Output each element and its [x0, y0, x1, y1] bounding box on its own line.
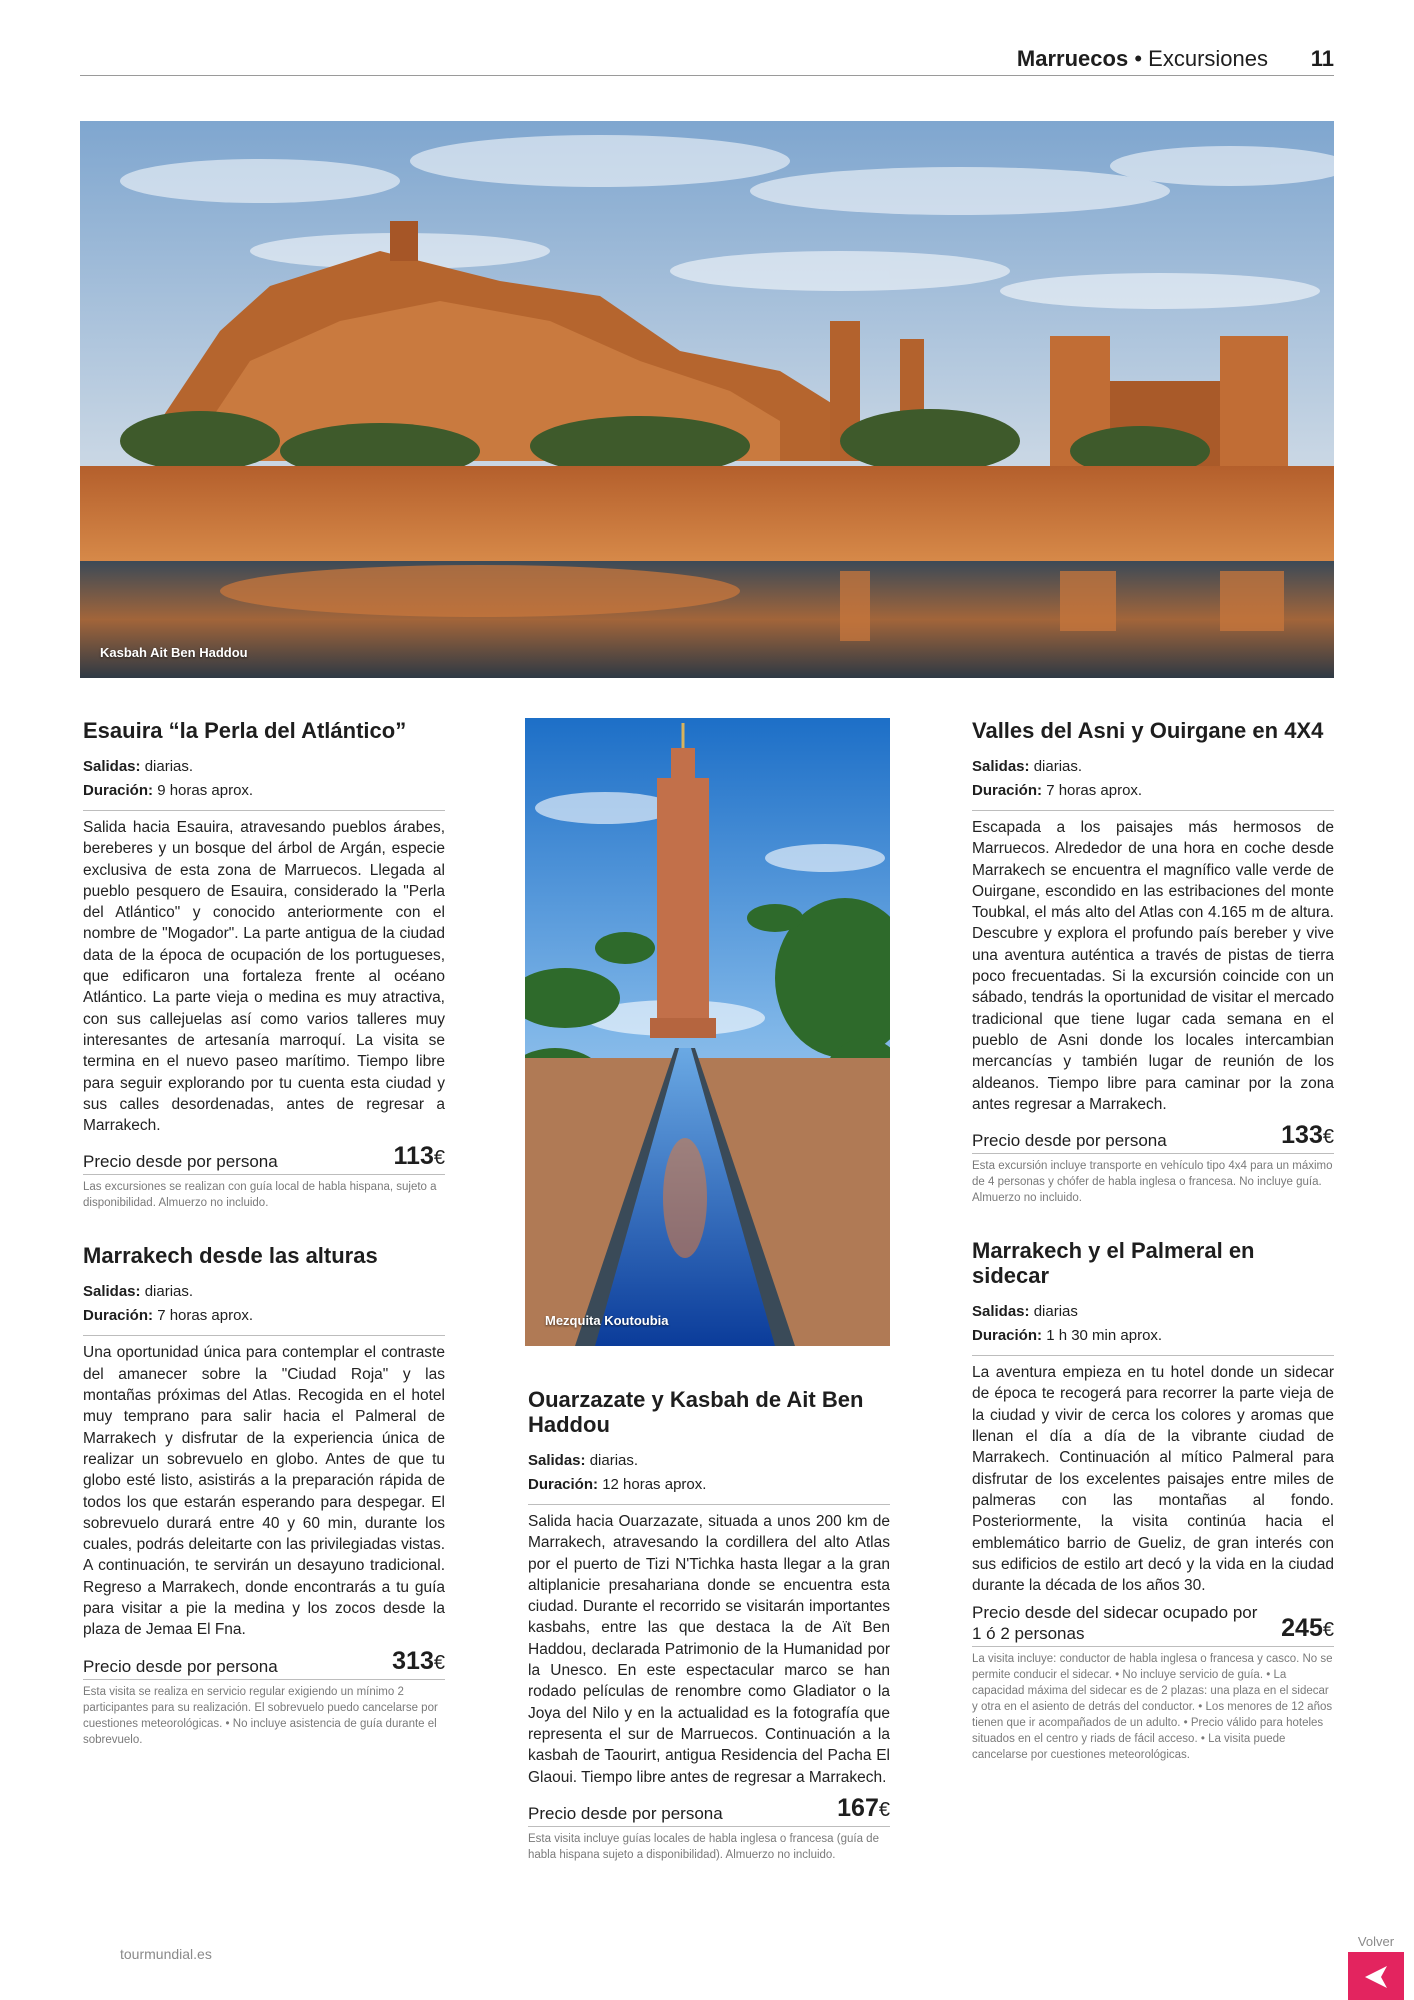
price-value — [392, 1647, 445, 1677]
duration-label: Duración: — [528, 1476, 599, 1493]
price-amount: 167 — [837, 1793, 879, 1822]
duration-value: 7 horas aprox. — [1046, 782, 1143, 799]
departures-label: Salidas: — [83, 1283, 141, 1301]
price-row — [972, 1121, 1334, 1154]
price-amount: 113 — [393, 1142, 434, 1171]
duration-line — [83, 1304, 445, 1328]
section-separator: • — [1134, 46, 1143, 71]
price-value — [1281, 1121, 1334, 1151]
price-row — [972, 1602, 1334, 1647]
excursion-ouarzazate — [528, 1387, 890, 1863]
kasbah-photo-caption: Kasbah Ait Ben Haddou — [100, 645, 248, 660]
departures-line — [528, 1449, 890, 1473]
price-currency: € — [433, 1147, 445, 1170]
kasbah-photo — [80, 121, 1334, 678]
excursion-esauira — [83, 718, 445, 1211]
excursion-title: Esauira “la Perla del Atlántico” — [83, 718, 407, 743]
left-column — [83, 718, 445, 1780]
duration-value: 9 horas aprox. — [157, 782, 254, 799]
departures-line — [972, 755, 1334, 779]
departures-line — [972, 1300, 1334, 1324]
footer-brand: tourmundial.es — [120, 1946, 212, 1962]
duration-line — [972, 779, 1334, 803]
price-value — [837, 1794, 890, 1824]
price-row — [528, 1794, 890, 1827]
duration-value: 12 horas aprox. — [602, 1476, 707, 1493]
departures-value: diarias — [1033, 1303, 1078, 1321]
duration-line — [83, 779, 445, 803]
middle-column — [528, 1387, 890, 1895]
price-amount: 133 — [1281, 1121, 1323, 1150]
section-title — [1017, 46, 1268, 72]
divider — [528, 1504, 890, 1505]
excursion-title: Ouarzazate y Kasbah de Ait Ben Haddou — [528, 1387, 864, 1437]
excursion-note: Las excursiones se realizan con guía local de habla hispana, sujeto a disponibilidad. Almuerzo no incluido. — [83, 1181, 437, 1210]
excursion-description: Escapada a los paisajes más hermosos de Marruecos. Alrededor de una hora en coche desde Marrakech se encuentra el magnífico valle verde de Ouirgane, escondido en las estribaciones del monte Toubkal, el más alto del Atlas con 4.165 m de altura. Descubre y explora el profundo país bereber y vive una aventura auténtica a través de pistas de tierra poco frecuentadas. Si la excursión coincide con un sábado, tendrás la oportunidad de visitar el mercado tradicional que tiene lugar cada semana en el pueblo de Asni donde los locales intercambian mercancías y también lugar de reunión de los aldeanos. Tiempo libre para caminar por la zona antes regresar a Marrakech. — [972, 819, 1334, 1113]
excursion-description: Salida hacia Esauira, atravesando pueblos árabes, bereberes y un bosque del árbol de Argán, especie exclusiva de esta zona de Marruecos. Llegada al pueblo pesquero de Esauira, considerado la "Perla del Atlántico" y conocido anteriormente con el nombre de "Mogador". La parte antigua de la ciudad data de la época de ocupación de los portugueses, que edificaron una fortaleza frente al océano Atlántico. La parte vieja o medina es muy atractiva, con sus callejuelas así como varios talleres muy interesantes de artesanía marroquí. La visita se termina en el nuevo paseo marítimo. Tiempo libre para seguir explorando por tu cuenta esta ciudad y sus calles desordenadas, antes de regresar a Marrakech. — [83, 819, 445, 1135]
departures-line — [83, 1280, 445, 1304]
excursion-title: Marrakech desde las alturas — [83, 1243, 378, 1269]
price-label: Precio desde por persona — [83, 1656, 278, 1676]
page-header — [80, 44, 1334, 76]
price-currency: € — [433, 1651, 445, 1674]
koutoubia-photo-caption: Mezquita Koutoubia — [545, 1313, 669, 1328]
divider — [972, 810, 1334, 811]
price-amount: 245 — [1281, 1614, 1323, 1643]
excursion-asni — [972, 718, 1334, 1206]
price-currency: € — [878, 1798, 890, 1821]
duration-line — [972, 1324, 1334, 1348]
departures-value: diarias. — [1033, 758, 1083, 775]
departures-line — [83, 755, 445, 779]
divider — [972, 1355, 1334, 1356]
excursion-description: Salida hacia Ouarzazate, situada a unos 200 km de Marrakech, atravesando la cordillera del alto Atlas por el puerto de Tizi N'Tichka hasta llegar a la gran altiplanicie presahariana donde se encuentra esta ciudad. Durante el recorrido se visitarán importantes kasbahs, entre las que destaca la de Aït Ben Haddou, declarada Patrimonio de la Humanidad por la Unesco. En este espectacular marco se han rodado películas de renombre como Gladiator o la Joya del Nilo y en la actualidad es la fotografía que representa el sur de Marruecos. Continuación a la kasbah de Taourirt, antigua Residencia del Pacha El Glaoui. Tiempo libre antes de regresar a Marrakech. — [528, 1513, 890, 1786]
excursion-title: Valles del Asni y Ouirgane en 4X4 — [972, 718, 1324, 743]
excursion-description: Una oportunidad única para contemplar el contraste del amanecer sobre la "Ciudad Roja" y las montañas próximas del Atlas. Recogida en el hotel muy temprano para salir hacia el Palmeral de Marrakech y disfrutar de la experiencia única de realizar un sobrevuelo en globo. Antes de que tu globo esté listo, asistirás a la preparación rápida de todos los que estarán esperando para despegar. El sobrevuelo durará entre 40 y 60 min, durante los cuales, podrás deleitarte con las privilegiadas vistas. A continuación, te servirán un desayuno tradicional. Regreso a Marrakech, donde encontrarás a tu guía para visitar a pie la medina y los zocos desde la plaza de Jemaa El Fna. — [83, 1344, 445, 1639]
price-label: Precio desde por persona — [972, 1131, 1167, 1151]
excursion-title: Marrakech y el Palmeral en sidecar — [972, 1238, 1255, 1289]
back-button-box[interactable] — [1348, 1952, 1404, 2000]
price-amount: 313 — [392, 1646, 434, 1675]
excursion-note: Esta excursión incluye transporte en vehículo tipo 4x4 para un máximo de 4 personas y chófer de habla inglesa o francesa. No incluye guía. Almuerzo no incluido. — [972, 1160, 1333, 1205]
duration-label: Duración: — [83, 782, 154, 799]
duration-value: 1 h 30 min aprox. — [1046, 1327, 1163, 1345]
page-number: 11 — [1310, 46, 1334, 71]
duration-label: Duración: — [972, 1327, 1043, 1345]
departures-label: Salidas: — [972, 1303, 1030, 1321]
price-label: Precio desde por persona — [83, 1152, 278, 1172]
price-label: Precio desde del sidecar ocupado por 1 ó 2 personas — [972, 1603, 1258, 1644]
right-column — [972, 718, 1334, 1795]
divider — [83, 1335, 445, 1336]
excursion-sidecar — [972, 1238, 1334, 1763]
departures-label: Salidas: — [528, 1452, 586, 1469]
excursion-note: Esta visita se realiza en servicio regular exigiendo un mínimo 2 participantes para su realización. El sobrevuelo puedo cancelarse por cuestiones meteorológicas. • No incluye asistencia de guía durante el sobrevuelo. — [83, 1685, 438, 1746]
excursion-alturas — [83, 1243, 445, 1747]
section-name: Marruecos — [1016, 46, 1129, 71]
duration-line — [528, 1473, 890, 1497]
arrow-left-icon[interactable] — [1363, 1964, 1389, 1990]
departures-label: Salidas: — [972, 758, 1030, 775]
departures-value: diarias. — [144, 1283, 194, 1301]
excursion-description: La aventura empieza en tu hotel donde un sidecar de época te recogerá para recorrer la parte vieja de la ciudad y vivir de cerca los colores y aromas que llenan el día a día de la vibrante ciudad de Marrakech. Continuación al mítico Palmeral para disfrutar de los excelentes paisajes entre miles de palmeras con las montañas al fondo. Posteriormente, la visita continúa hacia el emblemático barrio de Gueliz, de gran interés con sus edificios de estilo art decó y la vida en la ciudad durante la década de los años 30. — [972, 1364, 1334, 1595]
price-currency: € — [1322, 1619, 1334, 1642]
duration-label: Duración: — [83, 1307, 154, 1325]
koutoubia-photo — [525, 718, 890, 1346]
price-row — [83, 1647, 445, 1680]
back-button[interactable] — [1348, 1934, 1404, 2000]
excursion-note: Esta visita incluye guías locales de habla inglesa o francesa (guía de habla hispana sujeto a disponibilidad). Almuerzo no incluido. — [528, 1832, 879, 1861]
price-label: Precio desde por persona — [528, 1803, 723, 1823]
divider — [83, 810, 445, 811]
price-value — [1281, 1614, 1334, 1644]
excursion-note: La visita incluye: conductor de habla inglesa o francesa y casco. No se permite conducir el sidecar. • No incluye servicio de guía. • La capacidad máxima del sidecar es de 2 plazas: una plaza en el sidecar y otra en el asiento de detrás del conductor. • Los menores de 12 años tienen que ir acompañados de un adulto. • Precio válido para hoteles situados en el centro y riads de fácil acceso. • La visita puede cancelarse por cuestiones meteorológicas. — [972, 1653, 1333, 1762]
price-currency: € — [1322, 1126, 1334, 1149]
departures-value: diarias. — [144, 758, 194, 775]
price-value — [394, 1142, 445, 1172]
back-label[interactable]: Volver — [1357, 1934, 1395, 1949]
departures-value: diarias. — [589, 1452, 639, 1469]
duration-label: Duración: — [972, 782, 1043, 799]
subsection-name: Excursiones — [1148, 46, 1268, 71]
price-row — [83, 1142, 445, 1175]
duration-value: 7 horas aprox. — [157, 1307, 254, 1325]
departures-label: Salidas: — [83, 758, 141, 775]
